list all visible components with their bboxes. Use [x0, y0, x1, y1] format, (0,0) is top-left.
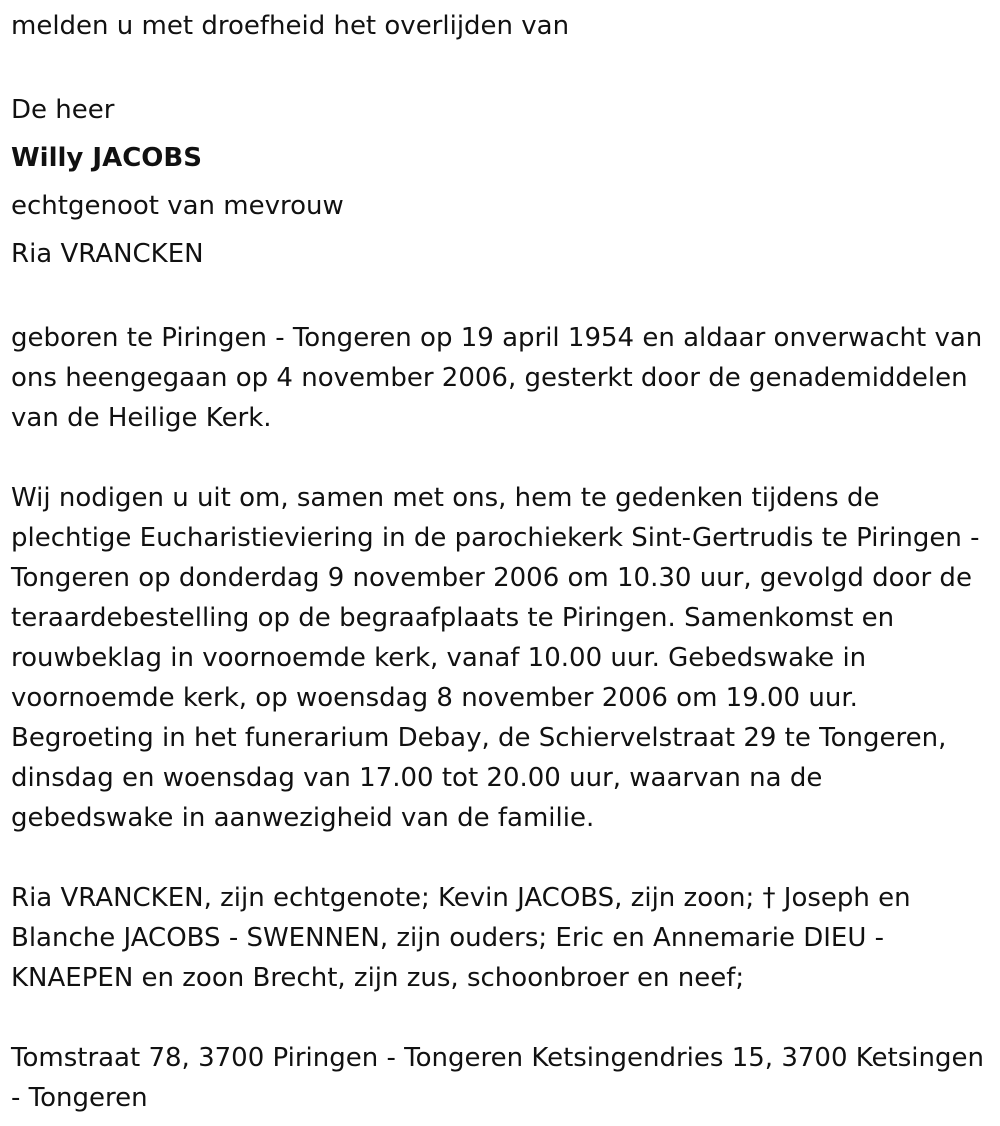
intro-line: melden u met droefheid het overlijden van	[11, 11, 570, 41]
deceased-relation: echtgenoot van mevrouw	[11, 191, 344, 221]
section-gap	[11, 278, 990, 318]
section-gap	[11, 46, 990, 86]
section-gap	[11, 998, 990, 1038]
section-gap	[11, 838, 990, 878]
family-text-part2: Joseph en Blanche JACOBS - SWENNEN, zijn ouders; Eric en Annemarie DIEU - KNAEPEN en zoon Brecht, zijn zus, schoonbroer en neef;	[11, 883, 911, 993]
family-paragraph	[11, 878, 990, 998]
biography-paragraph: geboren te Piringen - Tongeren op 19 april 1954 en aldaar onverwacht van ons heengegaan op 4 november 2006, gesterkt door de genademiddelen van de Heilige Kerk.	[11, 323, 983, 433]
deceased-name: Willy JACOBS	[11, 143, 202, 173]
deceased-title: De heer	[11, 95, 115, 125]
invitation-paragraph: Wij nodigen u uit om, samen met ons, hem te gedenken tijdens de plechtige Eucharistieviering in de parochiekerk Sint-Gertrudis te Piringen - Tongeren op donderdag 9 november 2006 om 10.30 uur, gevolgd door de teraardebestelling op de begraafplaats te Piringen. Samenkomst en rouwbeklag in voornoemde kerk, vanaf 10.00 uur. Gebedswake in voornoemde kerk, op woensdag 8 november 2006 om 19.00 uur. Begroeting in het funerarium Debay, de Schiervelstraat 29 te Tongeren, dinsdag en woensdag van 17.00 tot 20.00 uur, waarvan na de gebedswake in aanwezigheid van de familie.	[11, 483, 980, 833]
addresses-paragraph: Tomstraat 78, 3700 Piringen - Tongeren Ketsingendries 15, 3700 Ketsingen - Tongeren	[11, 1043, 984, 1113]
spouse-name: Ria VRANCKEN	[11, 239, 204, 269]
family-text-part1: Ria VRANCKEN, zijn echtgenote; Kevin JACOBS, zijn zoon;	[11, 883, 763, 913]
deceased-block	[11, 86, 990, 278]
section-gap	[11, 438, 990, 478]
cross-icon: †	[762, 883, 776, 913]
